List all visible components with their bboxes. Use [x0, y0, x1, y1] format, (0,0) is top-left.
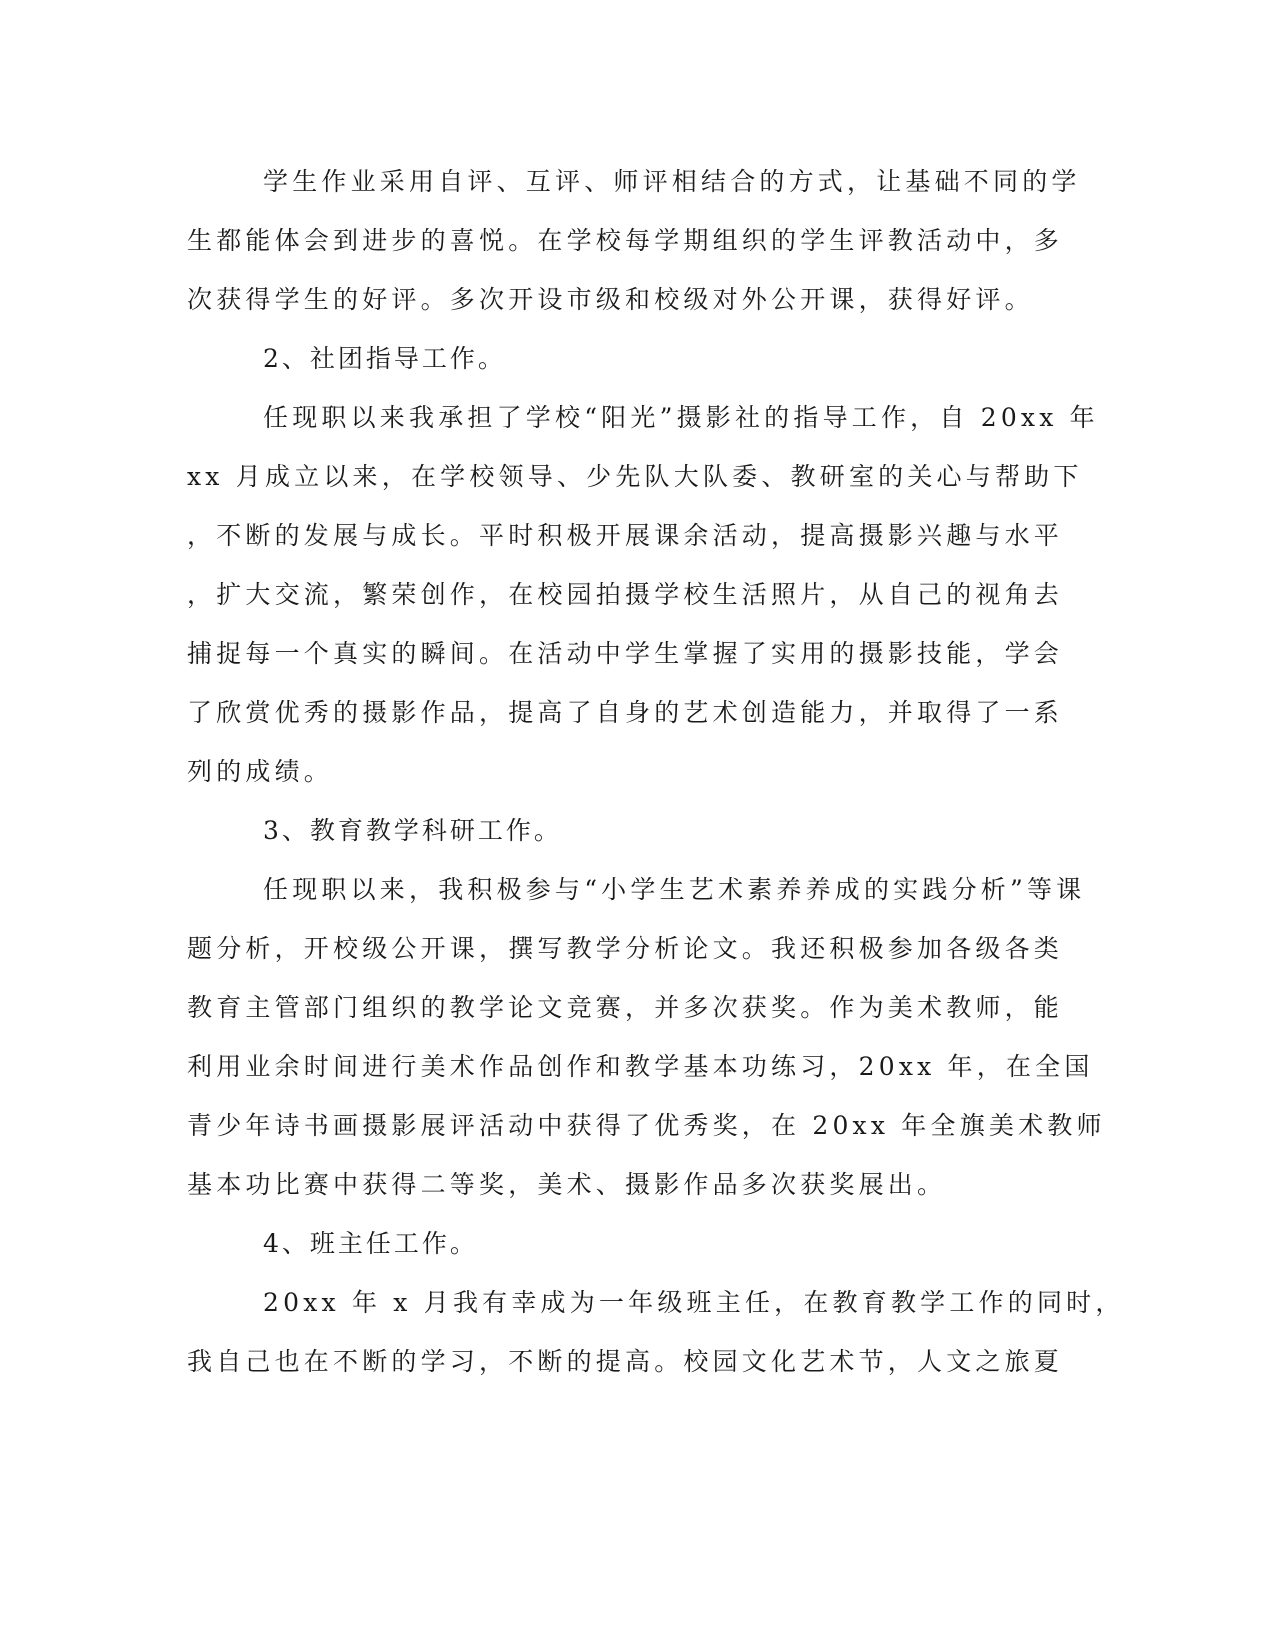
paragraph-3-line-2: 题分析，开校级公开课，撰写教学分析论文。我还积极参加各级各类	[187, 934, 1064, 963]
paragraph-2-line-4: ，扩大交流，繁荣创作，在校园拍摄学校生活照片，从自己的视角去	[187, 580, 1064, 609]
section-heading-3: 3、教育教学科研工作。	[263, 816, 562, 845]
paragraph-3-line-4: 利用业余时间进行美术作品创作和教学基本功练习，20xx 年，在全国	[187, 1052, 1094, 1081]
paragraph-3-line-5: 青少年诗书画摄影展评活动中获得了优秀奖，在 20xx 年全旗美术教师	[187, 1111, 1106, 1140]
paragraph-2-line-3: ，不断的发展与成长。平时积极开展课余活动，提高摄影兴趣与水平	[187, 521, 1064, 550]
section-heading-2: 2、社团指导工作。	[263, 344, 506, 373]
paragraph-1-line-3: 次获得学生的好评。多次开设市级和校级对外公开课，获得好评。	[187, 285, 1034, 314]
paragraph-2-line-6: 了欣赏优秀的摄影作品，提高了自身的艺术创造能力，并取得了一系	[187, 698, 1064, 727]
paragraph-3-line-1: 任现职以来，我积极参与“小学生艺术素养养成的实践分析”等课	[263, 875, 1086, 904]
paragraph-2-line-7: 列的成绩。	[187, 757, 334, 786]
paragraph-4-line-2: 我自己也在不断的学习，不断的提高。校园文化艺术节，人文之旅夏	[187, 1347, 1064, 1376]
paragraph-1-line-2: 生都能体会到进步的喜悦。在学校每学期组织的学生评教活动中，多	[187, 226, 1064, 255]
paragraph-4-line-1: 20xx 年 x 月我有幸成为一年级班主任，在教育教学工作的同时，	[263, 1288, 1125, 1317]
paragraph-2-line-5: 捕捉每一个真实的瞬间。在活动中学生掌握了实用的摄影技能，学会	[187, 639, 1064, 668]
paragraph-1-line-1: 学生作业采用自评、互评、师评相结合的方式，让基础不同的学	[263, 167, 1081, 196]
paragraph-2-line-2: xx 月成立以来，在学校领导、少先队大队委、教研室的关心与帮助下	[187, 462, 1083, 491]
paragraph-2-line-1: 任现职以来我承担了学校“阳光”摄影社的指导工作，自 20xx 年	[263, 403, 1099, 432]
paragraph-3-line-3: 教育主管部门组织的教学论文竞赛，并多次获奖。作为美术教师，能	[187, 993, 1064, 1022]
paragraph-3-line-6: 基本功比赛中获得二等奖，美术、摄影作品多次获奖展出。	[187, 1170, 947, 1199]
section-heading-4: 4、班主任工作。	[263, 1229, 478, 1258]
